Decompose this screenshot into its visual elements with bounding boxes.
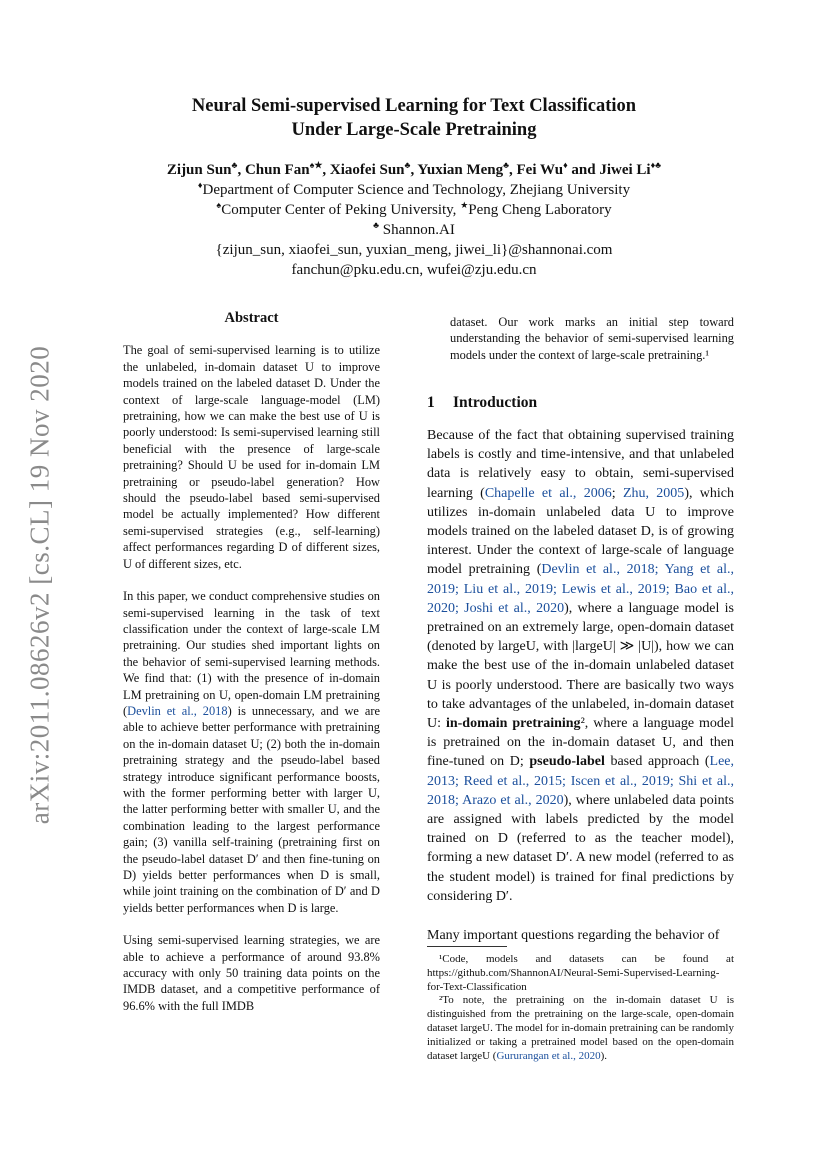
citation-link[interactable]: Lee, 2013; Reed et al., 2015; Iscen et al., 2019; Shi et al., 2018; Arazo et al., 2020 — [427, 754, 735, 808]
section-number: 1 — [427, 394, 435, 411]
author-name: Chun Fan — [244, 162, 310, 178]
author-name: Jiwei Li — [599, 162, 651, 178]
bold-term: pseudo-label — [529, 754, 605, 770]
title-line-2: Under Large-Scale Pretraining — [291, 120, 537, 140]
email-university: fanchun@pku.edu.cn, wufei@zju.edu.cn — [291, 262, 537, 278]
introduction-next-paragraph: Many important questions regarding the behavior of — [427, 928, 720, 943]
paragraph-text: ), which utilizes in-domain unlabeled data U to improve models trained on the labeled dataset D, is of growing interest. Under the context of large-scale of language model pretraining ( — [427, 485, 734, 578]
citation-link[interactable]: Gururangan et al., 2020 — [496, 1049, 601, 1062]
author-block — [0, 160, 828, 280]
paragraph-text: ) is unnecessary, and we are able to achieve better performance with pretraining on the in-domain dataset U; (2) both the in-domain pretraining strategy and the pseudo-label based strategy introduce significant performance boosts, with the former performing better with larger U, the latter performing better with smaller U, and the combination leading to the largest performance gain; (3) vanilla self-training (pretraining first on the pseudo-label dataset D′ and then fine-tuning on D) yields better performances when D is small, while joint training on the combination of D′ and D yields better performances when D is large. — [123, 703, 380, 915]
affiliation-zju — [0, 180, 828, 200]
email-shannon: {zijun_sun, xiaofei_sun, yuxian_meng, jiwei_li}@shannonai.com — [215, 242, 613, 258]
paragraph-text: ², where a language model is pretrained on the in-domain dataset U, and then fine-tuned on D; — [427, 716, 735, 770]
affiliation-text: Shannon.AI — [379, 222, 455, 238]
abstract-heading: Abstract — [224, 310, 279, 326]
paragraph-text: Because of the fact that obtaining supervised training labels is costly and time-intensive, and that unlabeled data is relatively easy to obtain, semi-supervised learning ( — [427, 428, 734, 501]
affiliation-mark: ♠ — [216, 200, 222, 210]
abstract-continuation — [450, 314, 734, 363]
footnote-text: ²To note, the pretraining on the in-domain dataset U is distinguished from the pretraining on the large-scale, open-domain dataset largeU. The model for in-domain pretraining can be randomly initialized or taking a pretrained model based on the open-domain dataset largeU ( — [427, 994, 734, 1062]
affiliation-mark: ♣ — [503, 160, 510, 170]
footnote-rule — [427, 946, 507, 947]
author-name: Zijun Sun — [166, 162, 232, 178]
affiliation-mark: ♣ — [373, 220, 380, 230]
introduction-body — [427, 426, 734, 906]
affiliation-text: Peng Cheng Laboratory — [468, 202, 612, 218]
affiliation-shannon — [0, 220, 828, 240]
affiliation-mark: ♦ — [563, 160, 568, 170]
citation-link[interactable]: Zhu, 2005 — [622, 485, 685, 501]
abstract-paragraph-3-cont: dataset. Our work marks an initial step toward understanding the behavior of semi-supervised learning models under the context of large-scale pretraining.¹ — [450, 315, 734, 362]
affiliation-text: Department of Computer Science and Technology, Zhejiang University — [202, 182, 631, 198]
author-name: Yuxian Meng — [417, 162, 504, 178]
affiliation-mark: ♣ — [404, 160, 411, 170]
paragraph-text: ; — [611, 485, 623, 501]
and-word: and — [571, 162, 596, 178]
citation-link[interactable]: Chapelle et al., 2006 — [484, 485, 612, 501]
abstract-paragraph-3: Using semi-supervised learning strategies, we are able to achieve a performance of around 93.8% accuracy with only 50 training data points on the IMDB dataset, and a competitive performance of 96.6% with the full IMDB — [123, 933, 380, 1013]
author-name: Fei Wu — [516, 162, 564, 178]
abstract-paragraph-1: The goal of semi-supervised learning is to utilize the unlabeled, in-domain dataset U to improve models trained on the labeled dataset D. Under the context of large-scale language-model (LM) pretraining, how we can make the best use of U is poorly understood: Is semi-supervised learning still beneficial with the presence of large-scale pretraining? Should U be used for in-domain LM pretraining or pseudo-label generation? How should the pseudo-label based semi-supervised model be actually implemented? How different semi-supervised strategies (e.g., self-learning) affect performances regarding D of different sizes, U of different sizes, etc. — [123, 343, 380, 571]
author-name: Xiaofei Sun — [329, 162, 405, 178]
paragraph-text: In this paper, we conduct comprehensive studies on semi-supervised learning in the task of text classification under the context of large-scale LM pretraining. Our studies shed important lights on the behavior of semi-supervised learning methods. We find that: (1) with the presence of in-domain LM pretraining on U, open-domain LM pretraining ( — [123, 589, 380, 718]
citation-link[interactable]: Devlin et al., 2018 — [127, 703, 228, 718]
arxiv-identifier: arXiv:2011.08626v2 [cs.CL] 19 Nov 2020 — [24, 345, 55, 825]
paragraph-text: based approach ( — [604, 754, 710, 770]
footnote-2 — [427, 994, 734, 1063]
introduction-paragraph — [427, 426, 734, 906]
citation-link[interactable]: Devlin et al., 2018; Yang et al., 2019; Liu et al., 2019; Lewis et al., 2019; Bao et al., 2020; Joshi et al., 2020 — [427, 562, 735, 616]
bold-term: in-domain pretraining — [445, 716, 581, 732]
footnotes — [427, 946, 734, 1063]
paragraph-text: ), where a language model is pretrained on an extremely large, open-domain dataset (denoted by largeU, with |largeU| ≫ |U|), how we can make the best use of the in-domain unlabeled dataset U is poorly understood. There are basically two ways to take advantages of the unlabeled, in-domain dataset U: — [427, 600, 734, 732]
section-title: Introduction — [453, 394, 538, 411]
footnote-text: ). — [600, 1049, 608, 1062]
section-heading-introduction — [427, 394, 537, 412]
affiliation-mark: ♠★ — [309, 160, 323, 170]
title-line-1: Neural Semi-supervised Learning for Text Classification — [191, 96, 637, 116]
affiliation-mark: ★ — [460, 200, 469, 210]
affiliation-text: Computer Center of Peking University, — [221, 202, 461, 218]
abstract-paragraph-2 — [123, 588, 380, 916]
paragraph-text: ), where unlabeled data points are assigned with labels predicted by the model trained on D (referred to as the teacher model), forming a new dataset D′. A new model (referred to as the student model) is trained for final predictions by considering D′. — [427, 792, 735, 904]
affiliation-pku — [0, 200, 828, 220]
paper-title — [0, 94, 828, 142]
author-list: Zijun Sun♣, Chun Fan♠★, Xiaofei Sun♣, Yuxian Meng♣, Fei Wu♦ and Jiwei Li♦♣ — [166, 160, 662, 178]
affiliation-mark: ♣ — [231, 160, 238, 170]
affiliation-mark: ♦ — [197, 180, 203, 190]
footnote-1: ¹Code, models and datasets can be found at https://github.com/ShannonAI/Neural-Semi-Supervised-Learning-for-Text-Classification — [427, 953, 734, 993]
left-column — [123, 310, 380, 1014]
affiliation-mark: ♦♣ — [650, 160, 662, 170]
